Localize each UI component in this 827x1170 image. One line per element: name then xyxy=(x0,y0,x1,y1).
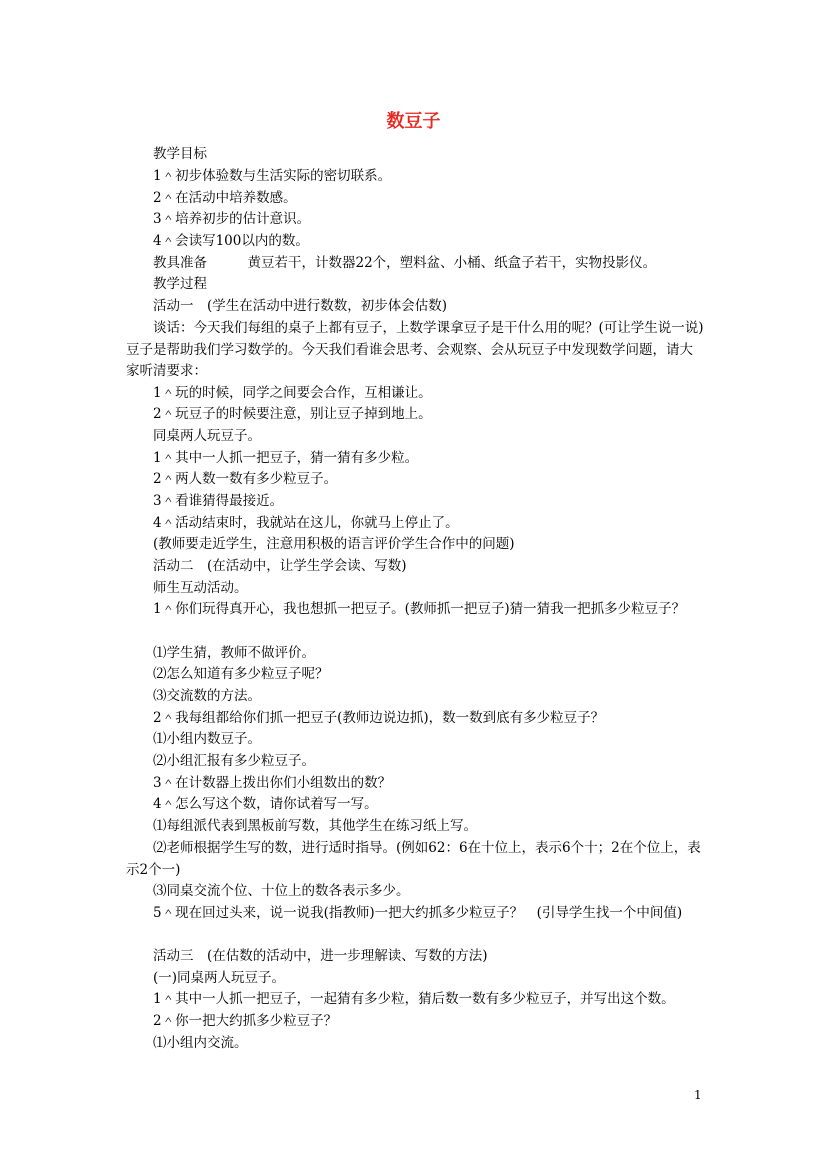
paragraph: 3＾在计数器上拨出你们小组数出的数？ xyxy=(153,775,392,791)
paragraph-materials: 教具准备 黄豆若干，计数器22个，塑料盆、小桶、纸盒子若干，实物投影仪。 xyxy=(153,255,657,271)
paragraph: 1＾其中一人抓一把豆子，猜一猜有多少粒。 xyxy=(153,450,419,466)
paragraph: ⑴小组内数豆子。 xyxy=(153,731,261,747)
paragraph: 2＾我每组都给你们抓一把豆子(教师边说边抓)，数一数到底有多少粒豆子？ xyxy=(153,710,605,726)
paragraph: 2＾在活动中培养数感。 xyxy=(153,190,297,206)
paragraph: 2＾两人数一数有多少粒豆子。 xyxy=(153,471,338,487)
paragraph: 1＾玩的时候，同学之间要会合作，互相谦让。 xyxy=(153,385,432,401)
paragraph: ⑴学生猜，教师不做评价。 xyxy=(153,645,315,661)
section-heading-objectives: 教学目标 xyxy=(153,146,207,162)
paragraph: 4＾会读写100以内的数。 xyxy=(153,233,309,249)
document-title: 数豆子 xyxy=(386,111,441,132)
paragraph: 1＾其中一人抓一把豆子，一起猜有多少粒，猜后数一数有多少粒豆子，并写出这个数。 xyxy=(153,991,675,1007)
paragraph: ⑴每组派代表到黑板前写数，其他学生在练习纸上写。 xyxy=(153,818,477,834)
paragraph: 同桌两人玩豆子。 xyxy=(153,428,261,444)
paragraph: 谈话：今天我们每组的桌子上都有豆子，上数学课拿豆子是干什么用的呢？(可让学生说一说)豆子是帮助我们学习数学的。今天我们看谁会思考、会观察、会从玩豆子中发现数学问题，请大家听清要求： xyxy=(126,320,704,380)
paragraph: ⑵怎么知道有多少粒豆子呢？ xyxy=(153,666,329,682)
paragraph: 师生互动活动。 xyxy=(153,580,248,596)
paragraph: 2＾你一把大约抓多少粒豆子？ xyxy=(153,1013,338,1029)
paragraph: ⑵老师根据学生写的数，进行适时指导。(例如62：6在十位上，表示6个十；2在个位上，表示2个一) xyxy=(126,840,701,878)
activity-heading: 活动三 (在估数的活动中，进一步理解读、写数的方法) xyxy=(153,948,488,964)
paragraph: 1＾你们玩得真开心，我也想抓一把豆子。(教师抓一把豆子)猜一猜我一把抓多少粒豆子？ xyxy=(153,601,686,617)
paragraph: 4＾活动结束时，我就站在这儿，你就马上停止了。 xyxy=(153,515,459,531)
paragraph: (一)同桌两人玩豆子。 xyxy=(153,970,286,986)
paragraph: 3＾看谁猜得最接近。 xyxy=(153,493,284,509)
paragraph: (教师要走近学生，注意用积极的语言评价学生合作中的问题) xyxy=(153,536,515,552)
paragraph: ⑵小组汇报有多少粒豆子。 xyxy=(153,753,315,769)
activity-heading: 活动二 (在活动中，让学生学会读、写数) xyxy=(153,558,407,574)
paragraph: ⑶交流数的方法。 xyxy=(153,688,261,704)
paragraph: ⑴小组内交流。 xyxy=(153,1035,248,1051)
paragraph: 2＾玩豆子的时候要注意，别让豆子掉到地上。 xyxy=(153,406,432,422)
paragraph: 1＾初步体验数与生活实际的密切联系。 xyxy=(153,168,392,184)
paragraph: 3＾培养初步的估计意识。 xyxy=(153,211,311,227)
section-heading-process: 教学过程 xyxy=(153,276,207,292)
activity-heading: 活动一 (学生在活动中进行数数，初步体会估数) xyxy=(153,298,448,314)
paragraph: 4＾怎么写这个数，请你试着写一写。 xyxy=(153,796,378,812)
paragraph: ⑶同桌交流个位、十位上的数各表示多少。 xyxy=(153,883,410,899)
page-number: 1 xyxy=(694,1088,702,1102)
paragraph: 5＾现在回过头来，说一说我(指教师)一把大约抓多少粒豆子？ (引导学生找一个中间值) xyxy=(153,905,683,921)
